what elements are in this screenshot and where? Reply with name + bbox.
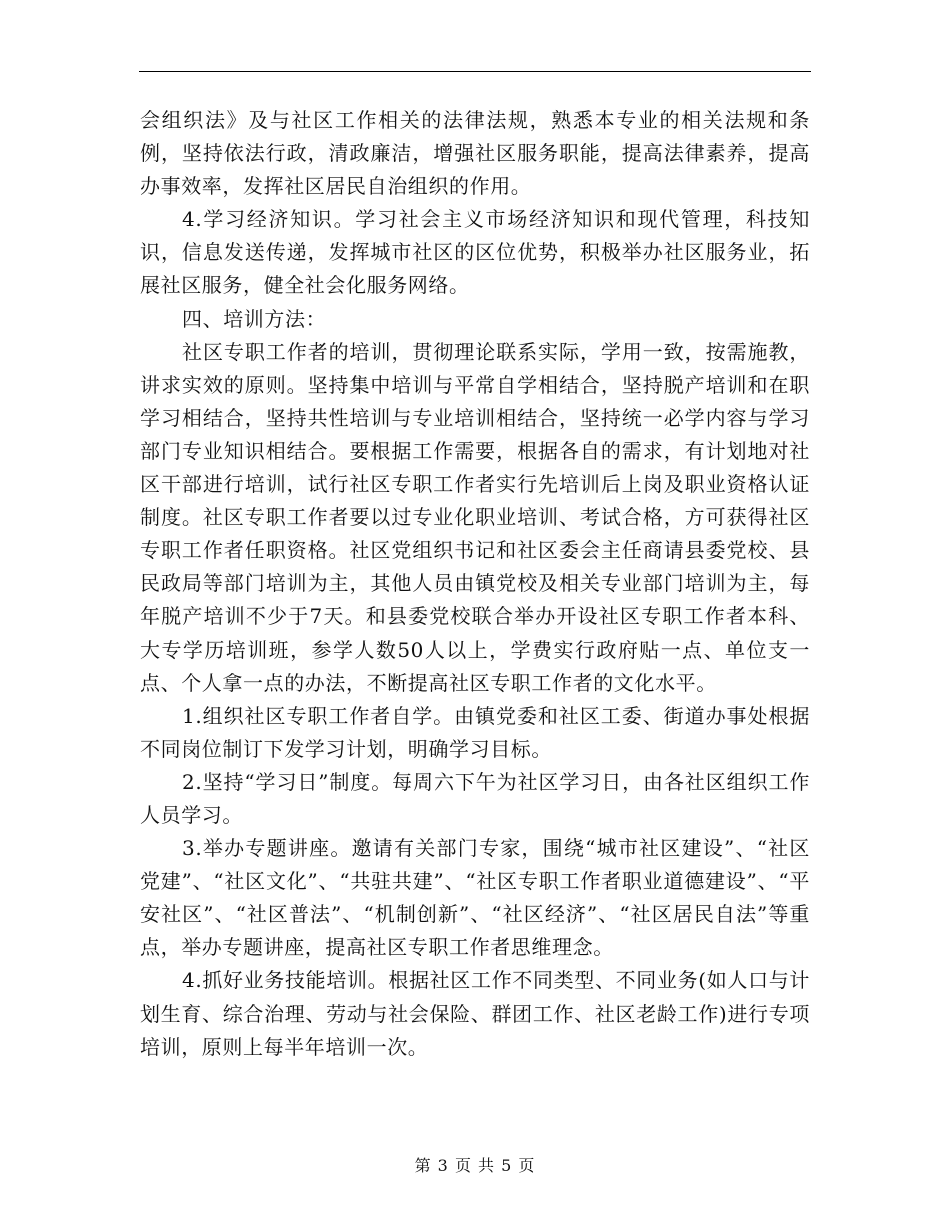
paragraph: 2.坚持“学习日”制度。每周六下午为社区学习日，由各社区组织工作人员学习。 bbox=[140, 769, 810, 827]
paragraph: 4.抓好业务技能培训。根据社区工作不同类型、不同业务(如人口与计划生育、综合治理、劳动与社会保险、群团工作、社区老龄工作)进行专项培训，原则上每半年培训一次。 bbox=[140, 968, 810, 1059]
paragraph: 4.学习经济知识。学习社会主义市场经济知识和现代管理，科技知识，信息发送传递，发挥城市社区的区位优势，积极举办社区服务业，拓展社区服务，健全社会化服务网络。 bbox=[140, 207, 810, 298]
header-rule bbox=[139, 71, 811, 72]
paragraph: 3.举办专题讲座。邀请有关部门专家，围绕“城市社区建设”、“社区党建”、“社区文化”、“共驻共建”、“社区专职工作者职业道德建设”、“平安社区”、“社区普法”、“机制创新”、“社区经济”、“社区居民自法”等重点，举办专题讲座，提高社区专职工作者思维理念。 bbox=[140, 836, 810, 960]
paragraph: 1.组织社区专职工作者自学。由镇党委和社区工委、街道办事处根据不同岗位制订下发学习计划，明确学习目标。 bbox=[140, 703, 810, 761]
paragraph: 社区专职工作者的培训，贯彻理论联系实际，学用一致，按需施教，讲求实效的原则。坚持集中培训与平常自学相结合，坚持脱产培训和在职学习相结合，坚持共性培训与专业培训相结合，坚持统一必学内容与学习部门专业知识相结合。要根据工作需要，根据各自的需求，有计划地对社区干部进行培训，试行社区专职工作者实行先培训后上岗及职业资格认证制度。社区专职工作者要以过专业化职业培训、考试合格，方可获得社区专职工作者任职资格。社区党组织书记和社区委会主任商请县委党校、县民政局等部门培训为主，其他人员由镇党校及相关专业部门培训为主，每年脱产培训不少于7天。和县委党校联合举办开设社区专职工作者本科、大专学历培训班，参学人数50人以上，学费实行政府贴一点、单位支一点、个人拿一点的办法，不断提高社区专职工作者的文化水平。 bbox=[140, 339, 810, 695]
page-number: 第 3 页 共 5 页 bbox=[414, 1156, 536, 1175]
section-heading: 四、培训方法： bbox=[182, 306, 327, 331]
paragraph: 会组织法》及与社区工作相关的法律法规，熟悉本专业的相关法规和条例，坚持依法行政，清政廉洁，增强社区服务职能，提高法律素养，提高办事效率，发挥社区居民自治组织的作用。 bbox=[140, 108, 810, 199]
document-body bbox=[140, 104, 810, 1064]
